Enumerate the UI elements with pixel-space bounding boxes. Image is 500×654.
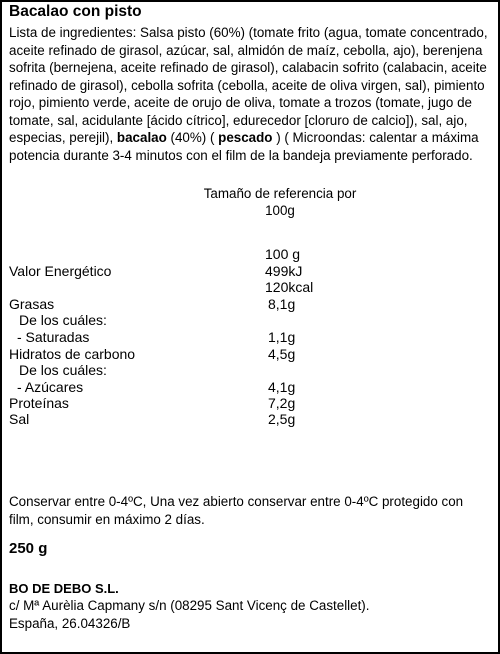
company-name: BO DE DEBO S.L. [9, 581, 119, 596]
carbs-value: 4,5g [268, 346, 296, 362]
protein-value: 7,2g [268, 395, 296, 411]
fat-of-which-label: De los cuáles: [19, 312, 107, 328]
fat-label: Grasas [9, 296, 55, 312]
ingredients-text [9, 24, 489, 164]
net-weight: 250 g [9, 540, 48, 557]
fat-value: 8,1g [268, 296, 296, 312]
registry-number: España, 26.04326/B [9, 616, 131, 631]
energy-kj-value: 499kJ [265, 263, 303, 279]
ingredients-mid: (40%) ( [166, 130, 219, 145]
reference-size-header: Tamaño de referencia por 100g [203, 186, 357, 218]
energy-label: Valor Energético [9, 263, 112, 279]
energy-kcal-value: 120kcal [265, 279, 314, 295]
sugars-value: 4,1g [268, 379, 296, 395]
company-address: c/ Mª Aurèlia Capmany s/n (08295 Sant Vicenç de Castellet). [9, 598, 370, 613]
salt-label: Sal [9, 411, 30, 427]
ingredients-prefix: Lista de ingredientes: Salsa pisto (60%) (tomate frito (agua, tomate concentrado, aceite refinado de girasol, azúcar, sal, almidón de maíz, cebolla, ajo), berenjena sofrita (bernejena, aceite refinado de girasol), calabacin sofrito (calabacin, aceite refinado de girasol), cebolla sofrita (cebolla, aceite de oliva virgen, sal), pimiento rojo, pimiento verde, aceite de orujo de oliva, tomate a trozos (tomate, jugo de tomate, sal, acidulante [ácido cítrico], edurecedor [cloruro de calcio]), sal, ajo, especias, perejil), [9, 25, 488, 145]
saturated-value: 1,1g [268, 329, 296, 345]
per-100g-header: 100 g [265, 246, 301, 262]
ingredients-suffix: ) ( Microondas: calentar a máxima potencia durante 3-4 minutos con el film de la bandeja previamente perforado. [9, 130, 479, 163]
saturated-label: - Saturadas [17, 329, 90, 345]
product-title: Bacalao con pisto [9, 3, 142, 20]
storage-instructions: Conservar entre 0-4ºC, Una vez abierto conservar entre 0-4ºC protegido con film, consumir en máximo 2 días. [9, 494, 464, 527]
ingredient-pescado: pescado [218, 130, 273, 145]
protein-label: Proteínas [9, 395, 69, 411]
carbs-label: Hidratos de carbono [9, 346, 136, 362]
ingredient-bacalao: bacalao [116, 130, 167, 145]
sugars-label: - Azúcares [17, 379, 84, 395]
salt-value: 2,5g [268, 411, 296, 427]
carbs-of-which-label: De los cuáles: [19, 362, 107, 378]
